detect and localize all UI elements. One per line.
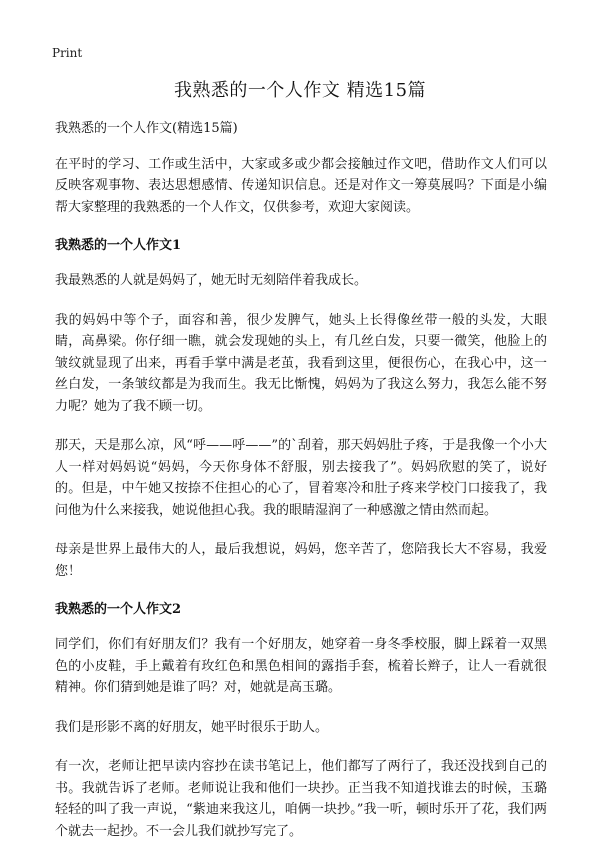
- paragraph: 有一次，老师让把早读内容抄在读书笔记上，他们都写了两行了，我还没找到自己的书。我就告诉了老师。老师说让我和他们一块抄。正当我不知道找谁去的时候，玉璐轻轻的叫了我一声说，“紫迪来我这儿，咱俩一块抄。”我一听，顿时乐开了花，我们两个就去一起抄。不一会儿我们就抄写完了。: [55, 759, 547, 839]
- paragraph: 我的妈妈中等个子，面容和善，很少发脾气，她头上长得像丝带一般的头发，大眼睛，高鼻梁。你仔细一瞧，就会发现她的头上，有几丝白发，只要一微笑，他脸上的皱纹就显现了出来，再看手掌中满是老茧，我看到这里，便很伤心，在我心中，这一丝白发，一条皱纹都是为我而生。我无比惭愧，妈妈为了我这么努力，我怎么能不努力呢？她为了我不顾一切。: [55, 312, 547, 414]
- section-heading: 我熟悉的一个人作文1: [55, 238, 182, 253]
- section-heading: 我熟悉的一个人作文2: [55, 602, 182, 617]
- article-subtitle: 我熟悉的一个人作文(精选15篇): [55, 121, 238, 136]
- print-link[interactable]: Print: [52, 46, 83, 60]
- paragraph: 那天，天是那么凉，风“呼——呼——”的`刮着，那天妈妈肚子疼，于是我像一个小大人一样对妈妈说“妈妈，今天你身体不舒服，别去接我了”。妈妈欣慰的笑了，说好的。但是，中午她又按捺不住担心的心了，冒着寒冷和肚子疼来学校门口接我了，我问他为什么来接我，她说他担心我。我的眼睛湿润了一种感激之情由然而起。: [55, 438, 547, 518]
- page-title: 我熟悉的一个人作文 精选15篇: [173, 80, 427, 101]
- intro-paragraph: 在平时的学习、工作或生活中，大家或多或少都会接触过作文吧，借助作文人们可以反映客观事物、表达思想感情、传递知识信息。还是对作文一筹莫展吗？下面是小编帮大家整理的我熟悉的一个人作文，仅供参考，欢迎大家阅读。: [55, 156, 547, 215]
- paragraph: 我最熟悉的人就是妈妈了，她无时无刻陪伴着我成长。: [55, 273, 368, 288]
- paragraph: 我们是形影不离的好朋友，她平时很乐于助人。: [55, 719, 329, 735]
- article-body: [55, 118, 547, 860]
- paragraph: 同学们，你们有好朋友们？我有一个好朋友，她穿着一身冬季校服，脚上踩着一双黑色的小皮鞋，手上戴着有玫红色和黑色相间的露指手套，梳着长辫子，让人一看就很精神。你们猜到她是谁了吗？对，她就是高玉璐。: [55, 637, 547, 695]
- paragraph: 母亲是世界上最伟大的人，最后我想说，妈妈，您辛苦了，您陪我长大不容易，我爱您！: [55, 542, 547, 579]
